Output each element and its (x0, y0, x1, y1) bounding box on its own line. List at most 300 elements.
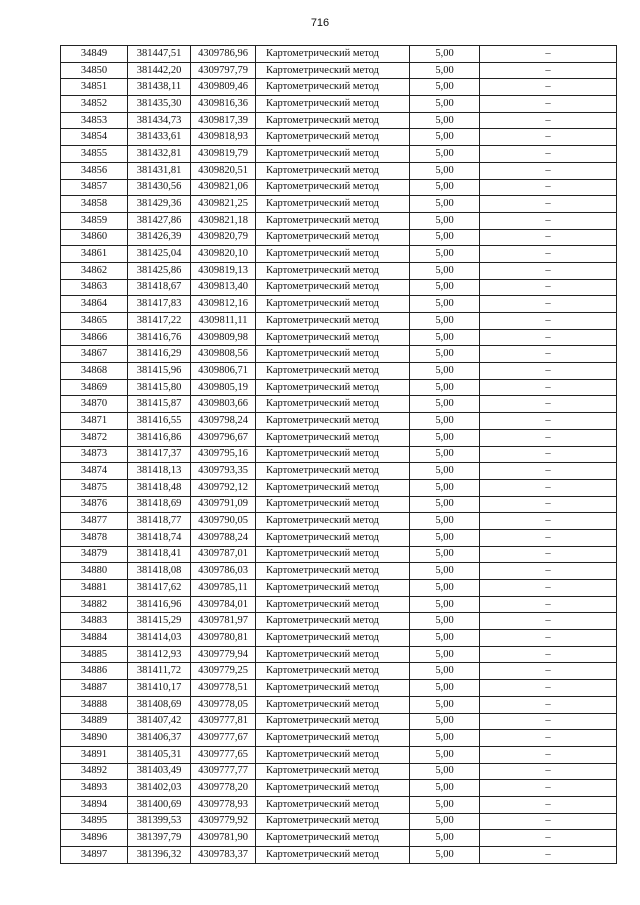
cell-accuracy: 5,00 (410, 763, 480, 780)
table-row (61, 112, 617, 129)
cell-note: – (480, 429, 617, 446)
cell-coord-y: 4309819,79 (191, 146, 256, 163)
cell-coord-x: 381415,96 (128, 363, 191, 380)
page-number: 716 (310, 17, 330, 29)
cell-coord-y: 4309817,39 (191, 112, 256, 129)
cell-method: Картометрический метод (256, 696, 410, 713)
cell-coord-y: 4309820,79 (191, 229, 256, 246)
cell-method: Картометрический метод (256, 313, 410, 330)
cell-note: – (480, 162, 617, 179)
cell-note: – (480, 680, 617, 697)
cell-coord-x: 381430,56 (128, 179, 191, 196)
cell-method: Картометрический метод (256, 730, 410, 747)
cell-point-number: 34886 (61, 663, 128, 680)
cell-accuracy: 5,00 (410, 246, 480, 263)
cell-method: Картометрический метод (256, 413, 410, 430)
cell-method: Картометрический метод (256, 62, 410, 79)
cell-coord-x: 381425,04 (128, 246, 191, 263)
cell-accuracy: 5,00 (410, 730, 480, 747)
cell-method: Картометрический метод (256, 763, 410, 780)
table-row (61, 563, 617, 580)
cell-accuracy: 5,00 (410, 346, 480, 363)
cell-coord-y: 4309808,56 (191, 346, 256, 363)
cell-note: – (480, 763, 617, 780)
cell-coord-x: 381416,86 (128, 429, 191, 446)
table-row (61, 813, 617, 830)
cell-coord-y: 4309803,66 (191, 396, 256, 413)
cell-accuracy: 5,00 (410, 279, 480, 296)
cell-note: – (480, 146, 617, 163)
cell-point-number: 34870 (61, 396, 128, 413)
cell-coord-y: 4309792,12 (191, 479, 256, 496)
cell-point-number: 34864 (61, 296, 128, 313)
cell-point-number: 34851 (61, 79, 128, 96)
table-row (61, 630, 617, 647)
cell-accuracy: 5,00 (410, 363, 480, 380)
cell-coord-x: 381410,17 (128, 680, 191, 697)
cell-method: Картометрический метод (256, 162, 410, 179)
table-row (61, 463, 617, 480)
cell-point-number: 34867 (61, 346, 128, 363)
cell-accuracy: 5,00 (410, 746, 480, 763)
cell-method: Картометрический метод (256, 363, 410, 380)
cell-coord-y: 4309783,37 (191, 847, 256, 864)
cell-coord-x: 381442,20 (128, 62, 191, 79)
cell-method: Картометрический метод (256, 713, 410, 730)
cell-coord-y: 4309818,93 (191, 129, 256, 146)
table-row (61, 513, 617, 530)
cell-accuracy: 5,00 (410, 212, 480, 229)
cell-coord-x: 381418,77 (128, 513, 191, 530)
cell-point-number: 34856 (61, 162, 128, 179)
cell-method: Картометрический метод (256, 746, 410, 763)
cell-accuracy: 5,00 (410, 179, 480, 196)
table-row (61, 246, 617, 263)
cell-point-number: 34855 (61, 146, 128, 163)
table-row (61, 96, 617, 113)
cell-coord-x: 381400,69 (128, 796, 191, 813)
cell-coord-y: 4309778,05 (191, 696, 256, 713)
cell-accuracy: 5,00 (410, 429, 480, 446)
cell-coord-x: 381414,03 (128, 630, 191, 647)
cell-coord-y: 4309811,11 (191, 313, 256, 330)
table-row (61, 329, 617, 346)
table-row (61, 479, 617, 496)
cell-point-number: 34879 (61, 546, 128, 563)
cell-method: Картометрический метод (256, 663, 410, 680)
cell-accuracy: 5,00 (410, 813, 480, 830)
cell-method: Картометрический метод (256, 429, 410, 446)
cell-note: – (480, 596, 617, 613)
cell-note: – (480, 313, 617, 330)
cell-coord-x: 381405,31 (128, 746, 191, 763)
cell-note: – (480, 580, 617, 597)
cell-coord-y: 4309793,35 (191, 463, 256, 480)
cell-method: Картометрический метод (256, 496, 410, 513)
cell-point-number: 34873 (61, 446, 128, 463)
cell-coord-y: 4309781,90 (191, 830, 256, 847)
cell-accuracy: 5,00 (410, 329, 480, 346)
cell-coord-x: 381433,61 (128, 129, 191, 146)
cell-coord-y: 4309788,24 (191, 529, 256, 546)
table-row (61, 296, 617, 313)
cell-method: Картометрический метод (256, 813, 410, 830)
table-row (61, 79, 617, 96)
cell-accuracy: 5,00 (410, 596, 480, 613)
cell-coord-y: 4309786,03 (191, 563, 256, 580)
cell-method: Картометрический метод (256, 479, 410, 496)
cell-note: – (480, 646, 617, 663)
cell-accuracy: 5,00 (410, 463, 480, 480)
cell-method: Картометрический метод (256, 513, 410, 530)
cell-accuracy: 5,00 (410, 262, 480, 279)
cell-point-number: 34868 (61, 363, 128, 380)
cell-coord-x: 381415,80 (128, 379, 191, 396)
cell-point-number: 34849 (61, 46, 128, 63)
cell-coord-x: 381399,53 (128, 813, 191, 830)
cell-point-number: 34874 (61, 463, 128, 480)
cell-coord-x: 381427,86 (128, 212, 191, 229)
cell-point-number: 34862 (61, 262, 128, 279)
table-row (61, 129, 617, 146)
cell-method: Картометрический метод (256, 680, 410, 697)
table-row (61, 379, 617, 396)
table-row (61, 546, 617, 563)
cell-note: – (480, 62, 617, 79)
cell-coord-x: 381396,32 (128, 847, 191, 864)
cell-coord-x: 381417,37 (128, 446, 191, 463)
cell-method: Картометрический метод (256, 580, 410, 597)
cell-point-number: 34885 (61, 646, 128, 663)
cell-coord-x: 381434,73 (128, 112, 191, 129)
cell-coord-y: 4309787,01 (191, 546, 256, 563)
cell-point-number: 34892 (61, 763, 128, 780)
cell-accuracy: 5,00 (410, 46, 480, 63)
cell-coord-x: 381416,29 (128, 346, 191, 363)
cell-coord-y: 4309780,81 (191, 630, 256, 647)
cell-coord-x: 381415,29 (128, 613, 191, 630)
cell-coord-y: 4309820,51 (191, 162, 256, 179)
cell-point-number: 34875 (61, 479, 128, 496)
cell-note: – (480, 496, 617, 513)
table-row (61, 763, 617, 780)
cell-accuracy: 5,00 (410, 446, 480, 463)
cell-accuracy: 5,00 (410, 830, 480, 847)
cell-accuracy: 5,00 (410, 96, 480, 113)
cell-accuracy: 5,00 (410, 780, 480, 797)
cell-method: Картометрический метод (256, 279, 410, 296)
cell-method: Картометрический метод (256, 780, 410, 797)
table-row (61, 496, 617, 513)
cell-note: – (480, 630, 617, 647)
cell-method: Картометрический метод (256, 847, 410, 864)
cell-note: – (480, 396, 617, 413)
cell-method: Картометрический метод (256, 96, 410, 113)
cell-method: Картометрический метод (256, 112, 410, 129)
cell-coord-y: 4309821,06 (191, 179, 256, 196)
cell-point-number: 34865 (61, 313, 128, 330)
cell-method: Картометрический метод (256, 379, 410, 396)
cell-coord-y: 4309777,65 (191, 746, 256, 763)
cell-coord-y: 4309809,46 (191, 79, 256, 96)
cell-accuracy: 5,00 (410, 696, 480, 713)
table-row (61, 262, 617, 279)
cell-note: – (480, 363, 617, 380)
table-row (61, 46, 617, 63)
table-row (61, 746, 617, 763)
cell-accuracy: 5,00 (410, 546, 480, 563)
cell-coord-x: 381415,87 (128, 396, 191, 413)
cell-accuracy: 5,00 (410, 613, 480, 630)
cell-note: – (480, 379, 617, 396)
cell-coord-y: 4309809,98 (191, 329, 256, 346)
cell-note: – (480, 179, 617, 196)
cell-coord-x: 381417,22 (128, 313, 191, 330)
cell-coord-x: 381411,72 (128, 663, 191, 680)
table-row (61, 796, 617, 813)
cell-method: Картометрический метод (256, 346, 410, 363)
table-row (61, 780, 617, 797)
table-row (61, 279, 617, 296)
table-row (61, 229, 617, 246)
cell-point-number: 34893 (61, 780, 128, 797)
cell-coord-y: 4309819,13 (191, 262, 256, 279)
cell-note: – (480, 513, 617, 530)
cell-coord-x: 381407,42 (128, 713, 191, 730)
coordinates-table (60, 45, 617, 864)
cell-accuracy: 5,00 (410, 146, 480, 163)
cell-note: – (480, 413, 617, 430)
cell-coord-y: 4309778,20 (191, 780, 256, 797)
cell-coord-x: 381447,51 (128, 46, 191, 63)
cell-note: – (480, 446, 617, 463)
cell-coord-y: 4309816,36 (191, 96, 256, 113)
cell-point-number: 34890 (61, 730, 128, 747)
cell-coord-y: 4309790,05 (191, 513, 256, 530)
cell-note: – (480, 96, 617, 113)
cell-accuracy: 5,00 (410, 847, 480, 864)
cell-note: – (480, 663, 617, 680)
cell-point-number: 34869 (61, 379, 128, 396)
cell-point-number: 34878 (61, 529, 128, 546)
cell-coord-y: 4309791,09 (191, 496, 256, 513)
cell-accuracy: 5,00 (410, 62, 480, 79)
cell-coord-y: 4309798,24 (191, 413, 256, 430)
cell-accuracy: 5,00 (410, 313, 480, 330)
cell-accuracy: 5,00 (410, 496, 480, 513)
cell-point-number: 34858 (61, 196, 128, 213)
cell-coord-y: 4309785,11 (191, 580, 256, 597)
cell-coord-y: 4309777,81 (191, 713, 256, 730)
cell-coord-x: 381412,93 (128, 646, 191, 663)
cell-note: – (480, 830, 617, 847)
cell-accuracy: 5,00 (410, 479, 480, 496)
table-row (61, 413, 617, 430)
cell-coord-x: 381435,30 (128, 96, 191, 113)
cell-coord-x: 381402,03 (128, 780, 191, 797)
cell-coord-x: 381408,69 (128, 696, 191, 713)
cell-note: – (480, 212, 617, 229)
cell-accuracy: 5,00 (410, 229, 480, 246)
cell-coord-y: 4309806,71 (191, 363, 256, 380)
cell-method: Картометрический метод (256, 446, 410, 463)
cell-coord-y: 4309820,10 (191, 246, 256, 263)
cell-accuracy: 5,00 (410, 713, 480, 730)
cell-point-number: 34894 (61, 796, 128, 813)
cell-coord-y: 4309779,92 (191, 813, 256, 830)
table-row (61, 663, 617, 680)
cell-coord-x: 381403,49 (128, 763, 191, 780)
cell-note: – (480, 346, 617, 363)
cell-note: – (480, 129, 617, 146)
cell-coord-y: 4309779,94 (191, 646, 256, 663)
cell-coord-x: 381397,79 (128, 830, 191, 847)
cell-note: – (480, 112, 617, 129)
cell-note: – (480, 479, 617, 496)
table-row (61, 162, 617, 179)
cell-coord-x: 381416,76 (128, 329, 191, 346)
cell-coord-x: 381431,81 (128, 162, 191, 179)
cell-coord-y: 4309821,18 (191, 212, 256, 229)
cell-point-number: 34871 (61, 413, 128, 430)
cell-point-number: 34887 (61, 680, 128, 697)
table-row (61, 313, 617, 330)
cell-accuracy: 5,00 (410, 162, 480, 179)
table-row (61, 580, 617, 597)
cell-point-number: 34876 (61, 496, 128, 513)
cell-note: – (480, 79, 617, 96)
cell-accuracy: 5,00 (410, 663, 480, 680)
cell-accuracy: 5,00 (410, 196, 480, 213)
cell-point-number: 34891 (61, 746, 128, 763)
cell-coord-y: 4309778,51 (191, 680, 256, 697)
cell-accuracy: 5,00 (410, 79, 480, 96)
cell-point-number: 34857 (61, 179, 128, 196)
cell-coord-x: 381418,13 (128, 463, 191, 480)
cell-method: Картометрический метод (256, 613, 410, 630)
cell-accuracy: 5,00 (410, 529, 480, 546)
cell-coord-y: 4309777,67 (191, 730, 256, 747)
cell-coord-x: 381418,69 (128, 496, 191, 513)
cell-coord-x: 381406,37 (128, 730, 191, 747)
cell-coord-y: 4309813,40 (191, 279, 256, 296)
cell-method: Картометрический метод (256, 529, 410, 546)
cell-method: Картометрический метод (256, 296, 410, 313)
cell-note: – (480, 780, 617, 797)
cell-point-number: 34880 (61, 563, 128, 580)
cell-point-number: 34881 (61, 580, 128, 597)
cell-point-number: 34861 (61, 246, 128, 263)
table-row (61, 730, 617, 747)
table-row (61, 529, 617, 546)
cell-coord-x: 381416,55 (128, 413, 191, 430)
cell-note: – (480, 229, 617, 246)
cell-note: – (480, 546, 617, 563)
table-row (61, 363, 617, 380)
cell-method: Картометрический метод (256, 646, 410, 663)
cell-coord-x: 381418,48 (128, 479, 191, 496)
cell-note: – (480, 196, 617, 213)
table-row (61, 696, 617, 713)
table-row (61, 596, 617, 613)
cell-point-number: 34852 (61, 96, 128, 113)
cell-coord-x: 381418,67 (128, 279, 191, 296)
cell-method: Картометрический метод (256, 396, 410, 413)
cell-coord-y: 4309784,01 (191, 596, 256, 613)
cell-note: – (480, 279, 617, 296)
cell-coord-y: 4309812,16 (191, 296, 256, 313)
cell-method: Картометрический метод (256, 546, 410, 563)
table-body (61, 46, 617, 864)
cell-method: Картометрический метод (256, 46, 410, 63)
cell-coord-x: 381418,74 (128, 529, 191, 546)
cell-coord-x: 381418,41 (128, 546, 191, 563)
cell-accuracy: 5,00 (410, 580, 480, 597)
cell-coord-y: 4309778,93 (191, 796, 256, 813)
cell-coord-x: 381438,11 (128, 79, 191, 96)
cell-method: Картометрический метод (256, 630, 410, 647)
cell-coord-y: 4309821,25 (191, 196, 256, 213)
cell-accuracy: 5,00 (410, 296, 480, 313)
cell-note: – (480, 613, 617, 630)
cell-note: – (480, 296, 617, 313)
cell-coord-x: 381417,62 (128, 580, 191, 597)
cell-accuracy: 5,00 (410, 413, 480, 430)
cell-note: – (480, 463, 617, 480)
cell-coord-y: 4309796,67 (191, 429, 256, 446)
cell-accuracy: 5,00 (410, 513, 480, 530)
cell-method: Картометрический метод (256, 229, 410, 246)
cell-point-number: 34872 (61, 429, 128, 446)
cell-point-number: 34883 (61, 613, 128, 630)
cell-method: Картометрический метод (256, 596, 410, 613)
cell-coord-y: 4309786,96 (191, 46, 256, 63)
cell-point-number: 34866 (61, 329, 128, 346)
cell-method: Картометрический метод (256, 796, 410, 813)
cell-note: – (480, 796, 617, 813)
cell-note: – (480, 730, 617, 747)
cell-coord-y: 4309779,25 (191, 663, 256, 680)
cell-method: Картометрический метод (256, 196, 410, 213)
cell-method: Картометрический метод (256, 129, 410, 146)
cell-method: Картометрический метод (256, 212, 410, 229)
cell-method: Картометрический метод (256, 179, 410, 196)
cell-point-number: 34877 (61, 513, 128, 530)
cell-point-number: 34889 (61, 713, 128, 730)
table-row (61, 830, 617, 847)
cell-method: Картометрический метод (256, 329, 410, 346)
cell-note: – (480, 713, 617, 730)
cell-note: – (480, 246, 617, 263)
table-row (61, 713, 617, 730)
table-row (61, 62, 617, 79)
cell-point-number: 34895 (61, 813, 128, 830)
cell-point-number: 34860 (61, 229, 128, 246)
cell-coord-x: 381416,96 (128, 596, 191, 613)
cell-accuracy: 5,00 (410, 646, 480, 663)
cell-method: Картометрический метод (256, 246, 410, 263)
table-row (61, 847, 617, 864)
cell-coord-y: 4309777,77 (191, 763, 256, 780)
cell-note: – (480, 46, 617, 63)
cell-method: Картометрический метод (256, 146, 410, 163)
cell-coord-x: 381426,39 (128, 229, 191, 246)
table-row (61, 446, 617, 463)
cell-note: – (480, 329, 617, 346)
cell-coord-x: 381418,08 (128, 563, 191, 580)
table-row (61, 179, 617, 196)
cell-accuracy: 5,00 (410, 630, 480, 647)
